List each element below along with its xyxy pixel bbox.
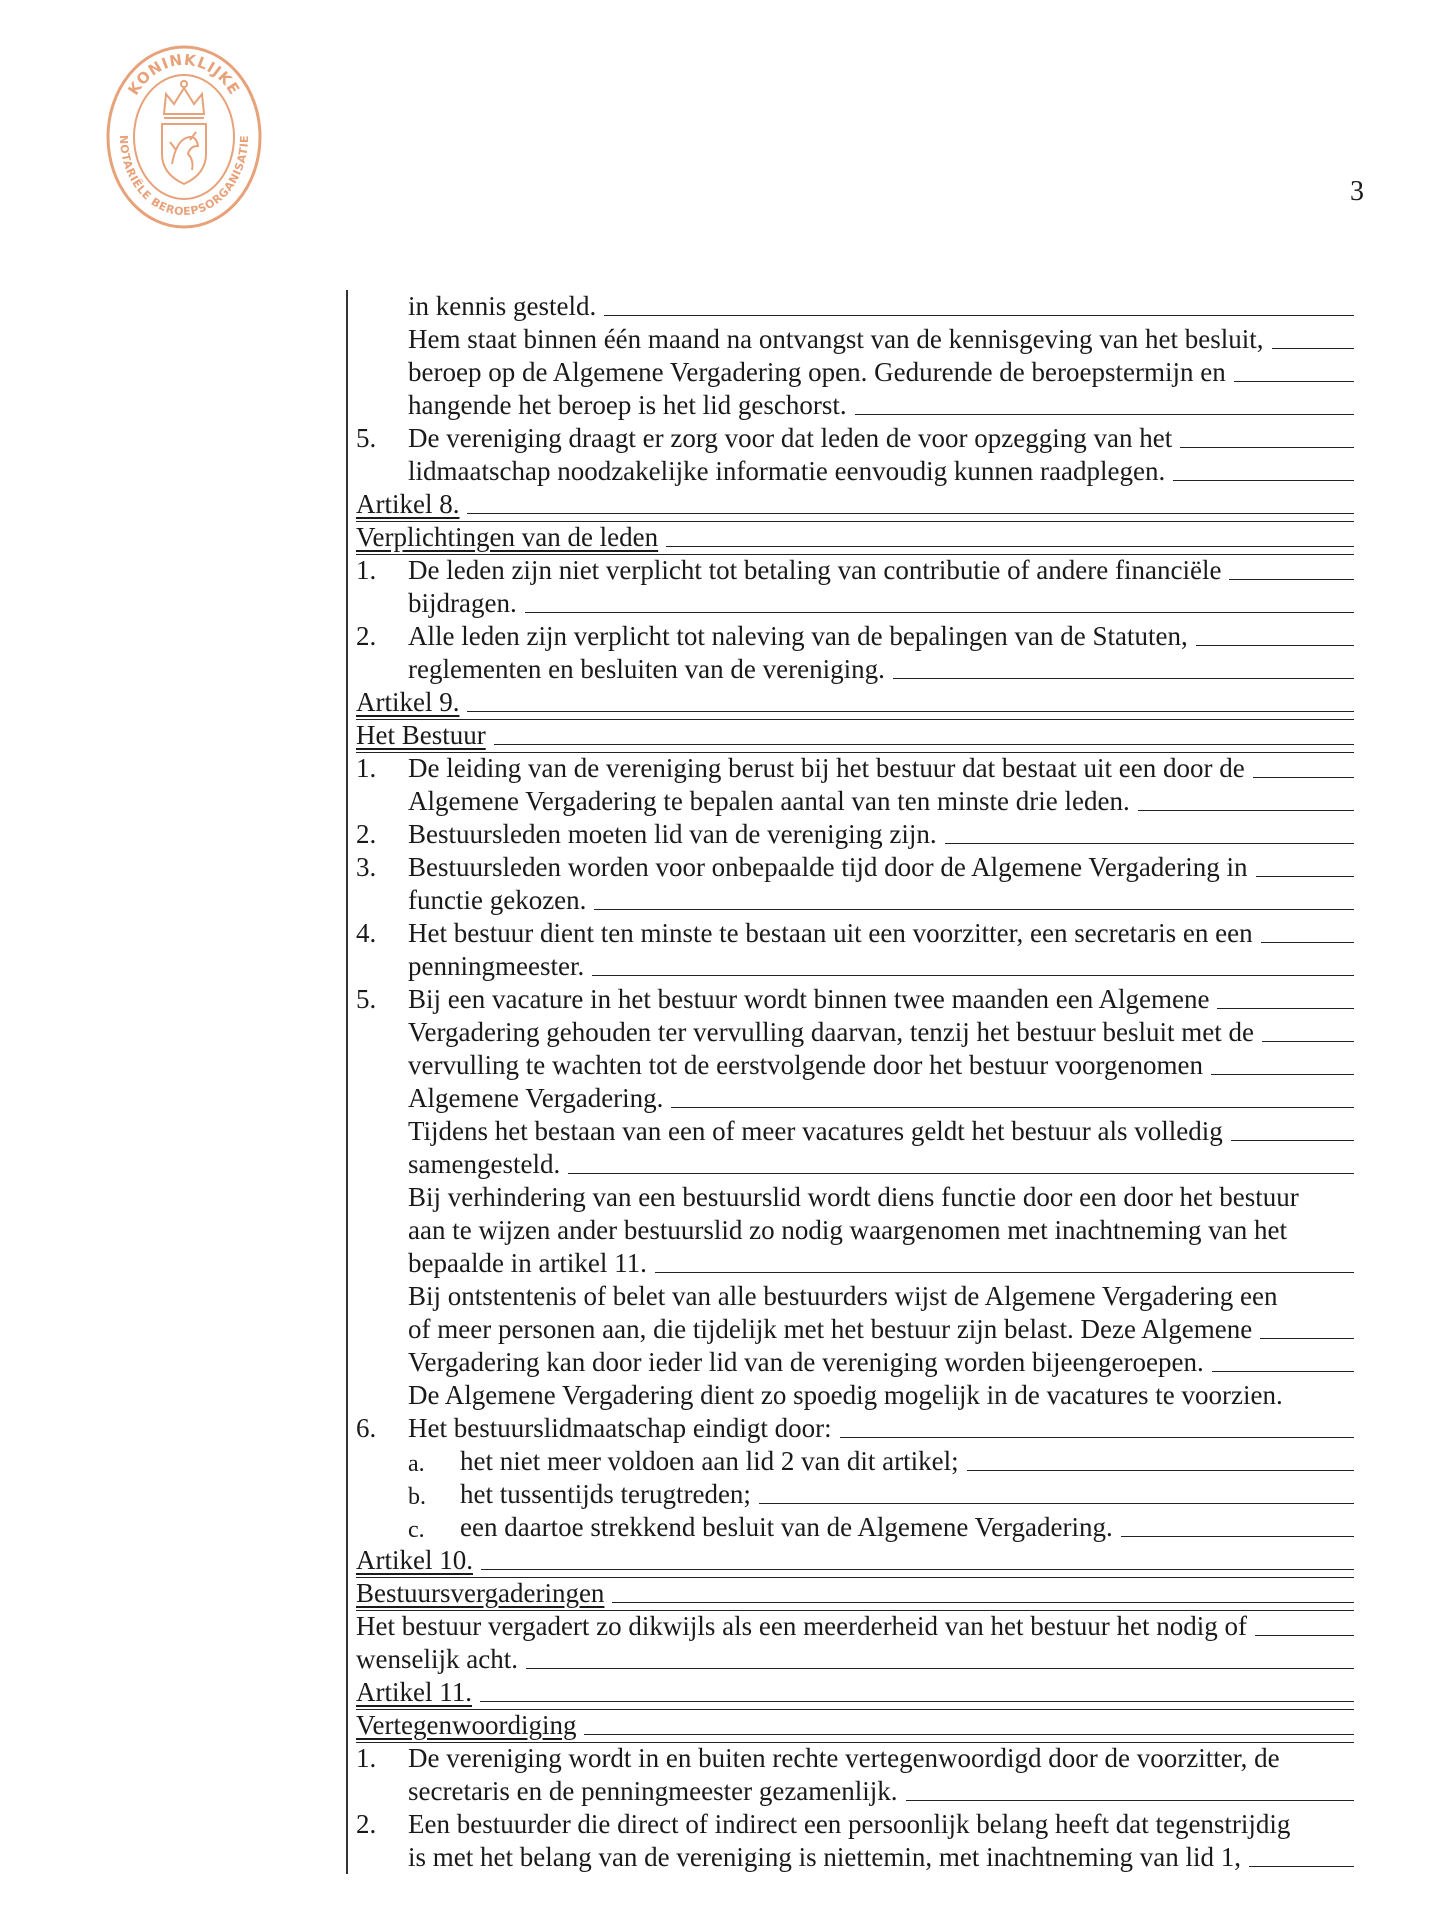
line-text: Een bestuurder die direct of indirect een persoonlijk belang heeft dat tegenstrijdig	[408, 1809, 1291, 1839]
text-line	[348, 1313, 1364, 1346]
fill-line	[592, 974, 1354, 976]
article-heading-line	[348, 1709, 1364, 1742]
text-line	[348, 653, 1364, 686]
fill-line	[759, 1502, 1354, 1504]
fill-line	[1180, 446, 1354, 448]
line-text: bepaalde in artikel 11.	[408, 1248, 647, 1278]
item-number: 2.	[356, 1809, 377, 1839]
article-heading: Artikel 10.	[356, 1545, 473, 1575]
line-text: De leden zijn niet verplicht tot betaling van contributie of andere financiële	[408, 555, 1222, 585]
text-line	[348, 455, 1364, 488]
seal-top-text: KONINKLIJKE	[124, 50, 244, 99]
text-line	[348, 1082, 1364, 1115]
line-text: Het bestuur dient ten minste te bestaan uit een voorzitter, een secretaris en een	[408, 918, 1253, 948]
text-line	[348, 1280, 1364, 1313]
article-heading-line	[348, 1577, 1364, 1610]
line-text: Het bestuurslidmaatschap eindigt door:	[408, 1413, 832, 1443]
line-text: functie gekozen.	[408, 885, 587, 915]
text-line	[348, 290, 1364, 323]
fill-line	[584, 1733, 1354, 1735]
line-text: in kennis gesteld.	[408, 291, 597, 321]
fill-line	[480, 1700, 1354, 1702]
line-text: Bij ontstentenis of belet van alle bestuurders wijst de Algemene Vergadering een	[408, 1281, 1278, 1311]
line-text: of meer personen aan, die tijdelijk met het bestuur zijn belast. Deze Algemene	[408, 1314, 1253, 1344]
line-text: Bij een vacature in het bestuur wordt binnen twee maanden een Algemene	[408, 984, 1210, 1014]
article-heading: Verplichtingen van de leden	[356, 522, 659, 552]
item-number: 2.	[356, 819, 377, 849]
text-line	[348, 785, 1364, 818]
article-heading-line	[348, 1544, 1364, 1577]
text-line	[348, 1643, 1364, 1676]
fill-line	[1262, 1040, 1354, 1042]
article-heading: Artikel 11.	[356, 1677, 472, 1707]
line-text: beroep op de Algemene Vergadering open. Gedurende de beroepstermijn en	[408, 357, 1226, 387]
fill-line	[1196, 644, 1354, 646]
line-text: Het bestuur vergadert zo dikwijls als een meerderheid van het bestuur het nodig of	[356, 1611, 1247, 1641]
text-line	[348, 1775, 1364, 1808]
line-text: Vergadering gehouden ter vervulling daarvan, tenzij het bestuur besluit met de	[408, 1017, 1254, 1047]
fill-line	[1255, 1634, 1354, 1636]
item-number: 6.	[356, 1413, 377, 1443]
text-line	[348, 1181, 1364, 1214]
fill-line	[1229, 578, 1354, 580]
line-text: penningmeester.	[408, 951, 585, 981]
lion-shield-icon	[162, 124, 206, 184]
fill-line	[1173, 479, 1354, 481]
text-line	[348, 587, 1364, 620]
article-heading-line	[348, 719, 1364, 752]
line-text: vervulling te wachten tot de eerstvolgende door het bestuur voorgenomen	[408, 1050, 1204, 1080]
text-line	[348, 950, 1364, 983]
fill-line	[1260, 1337, 1354, 1339]
text-line	[348, 884, 1364, 917]
text-line	[348, 323, 1364, 356]
text-line	[348, 1115, 1364, 1148]
text-line	[348, 752, 1364, 785]
fill-line	[855, 413, 1354, 415]
item-number: 5.	[356, 423, 377, 453]
text-line	[348, 1346, 1364, 1379]
line-text: reglementen en besluiten van de vereniging.	[408, 654, 885, 684]
line-text: wenselijk acht.	[356, 1644, 518, 1674]
fill-line	[1249, 1865, 1354, 1867]
text-line	[348, 1379, 1364, 1412]
line-text: Bij verhindering van een bestuurslid wordt diens functie door een door het bestuur	[408, 1182, 1299, 1212]
line-text: Algemene Vergadering te bepalen aantal van ten minste drie leden.	[408, 786, 1130, 816]
article-heading-line	[348, 521, 1364, 554]
text-line	[348, 389, 1364, 422]
fill-line	[1121, 1535, 1354, 1537]
fill-line	[840, 1436, 1354, 1438]
article-heading-line	[348, 488, 1364, 521]
line-text: secretaris en de penningmeester gezamenlijk.	[408, 1776, 898, 1806]
fill-line	[967, 1469, 1354, 1471]
fill-line	[494, 743, 1354, 745]
line-text: Alle leden zijn verplicht tot naleving van de bepalingen van de Statuten,	[408, 621, 1188, 651]
text-line	[348, 1445, 1364, 1478]
text-line	[348, 851, 1364, 884]
line-text: Vergadering kan door ieder lid van de vereniging worden bijeengeroepen.	[408, 1347, 1204, 1377]
fill-line	[671, 1106, 1354, 1108]
sub-item-letter: a.	[408, 1451, 425, 1477]
fill-line	[467, 710, 1354, 712]
article-heading: Artikel 8.	[356, 489, 460, 519]
text-line	[348, 1841, 1364, 1874]
article-heading: Artikel 9.	[356, 687, 460, 717]
text-line	[348, 1214, 1364, 1247]
line-text: De vereniging wordt in en buiten rechte vertegenwoordigd door de voorzitter, de	[408, 1743, 1280, 1773]
fill-line	[1212, 1370, 1354, 1372]
fill-line	[612, 1601, 1354, 1603]
article-heading: Bestuursvergaderingen	[356, 1578, 605, 1608]
text-line	[348, 1511, 1364, 1544]
line-text: Algemene Vergadering.	[408, 1083, 664, 1113]
fill-line	[525, 611, 1354, 613]
line-text: hangende het beroep is het lid geschorst.	[408, 390, 847, 420]
seal-inner-ring	[134, 75, 234, 199]
line-text: Bestuursleden moeten lid van de vereniging zijn.	[408, 819, 937, 849]
notary-seal-logo	[104, 42, 264, 232]
fill-line	[1261, 941, 1354, 943]
fill-line	[1272, 347, 1354, 349]
document-body	[346, 290, 1364, 1874]
article-heading: Vertegenwoordiging	[356, 1710, 577, 1740]
line-text: Bestuursleden worden voor onbepaalde tijd door de Algemene Vergadering in	[408, 852, 1248, 882]
fill-line	[906, 1799, 1354, 1801]
text-line	[348, 818, 1364, 851]
text-line	[348, 917, 1364, 950]
line-text: De leiding van de vereniging berust bij het bestuur dat bestaat uit een door de	[408, 753, 1245, 783]
fill-line	[1253, 776, 1354, 778]
seal-bottom-text: NOTARIËLE BEROEPSORGANISATIE	[116, 134, 252, 219]
fill-line	[568, 1172, 1354, 1174]
fill-line	[1256, 875, 1354, 877]
text-line	[348, 1049, 1364, 1082]
text-line	[348, 983, 1364, 1016]
sub-item-letter: b.	[408, 1484, 426, 1510]
line-text: het niet meer voldoen aan lid 2 van dit artikel;	[460, 1446, 959, 1476]
fill-line	[1234, 380, 1354, 382]
fill-line	[1138, 809, 1354, 811]
line-text: samengesteld.	[408, 1149, 561, 1179]
item-number: 2.	[356, 621, 377, 651]
line-text: lidmaatschap noodzakelijke informatie eenvoudig kunnen raadplegen.	[408, 456, 1166, 486]
text-line	[348, 1610, 1364, 1643]
fill-line	[1231, 1139, 1354, 1141]
line-text: bijdragen.	[408, 588, 517, 618]
text-line	[348, 1247, 1364, 1280]
article-heading: Het Bestuur	[356, 720, 486, 750]
article-heading-line	[348, 1676, 1364, 1709]
fill-line	[594, 908, 1354, 910]
line-text: aan te wijzen ander bestuurslid zo nodig waargenomen met inachtneming van het	[408, 1215, 1287, 1245]
text-line	[348, 1742, 1364, 1775]
fill-line	[604, 314, 1354, 316]
line-text: Tijdens het bestaan van een of meer vacatures geldt het bestuur als volledig	[408, 1116, 1223, 1146]
text-line	[348, 422, 1364, 455]
text-line	[348, 554, 1364, 587]
article-heading-line	[348, 686, 1364, 719]
item-number: 5.	[356, 984, 377, 1014]
fill-line	[481, 1568, 1354, 1570]
text-line	[348, 1016, 1364, 1049]
item-number: 1.	[356, 753, 377, 783]
text-line	[348, 1148, 1364, 1181]
line-text: een daartoe strekkend besluit van de Algemene Vergadering.	[460, 1512, 1113, 1542]
text-line	[348, 356, 1364, 389]
sub-item-letter: c.	[408, 1517, 425, 1543]
crown-icon	[164, 81, 204, 118]
fill-line	[1211, 1073, 1354, 1075]
item-number: 1.	[356, 1743, 377, 1773]
item-number: 4.	[356, 918, 377, 948]
line-text: Hem staat binnen één maand na ontvangst van de kennisgeving van het besluit,	[408, 324, 1264, 354]
line-text: De vereniging draagt er zorg voor dat leden de voor opzegging van het	[408, 423, 1173, 453]
line-text: is met het belang van de vereniging is niettemin, met inachtneming van lid 1,	[408, 1842, 1242, 1872]
text-line	[348, 1808, 1364, 1841]
fill-line	[1217, 1007, 1354, 1009]
line-text: het tussentijds terugtreden;	[460, 1479, 751, 1509]
fill-line	[893, 677, 1354, 679]
fill-line	[655, 1271, 1354, 1273]
fill-line	[666, 545, 1354, 547]
text-line	[348, 1412, 1364, 1445]
item-number: 3.	[356, 852, 377, 882]
fill-line	[467, 512, 1354, 514]
text-line	[348, 1478, 1364, 1511]
line-text: De Algemene Vergadering dient zo spoedig mogelijk in de vacatures te voorzien.	[408, 1380, 1283, 1410]
fill-line	[526, 1667, 1354, 1669]
page-number: 3	[1350, 176, 1364, 207]
text-line	[348, 620, 1364, 653]
item-number: 1.	[356, 555, 377, 585]
fill-line	[945, 842, 1354, 844]
